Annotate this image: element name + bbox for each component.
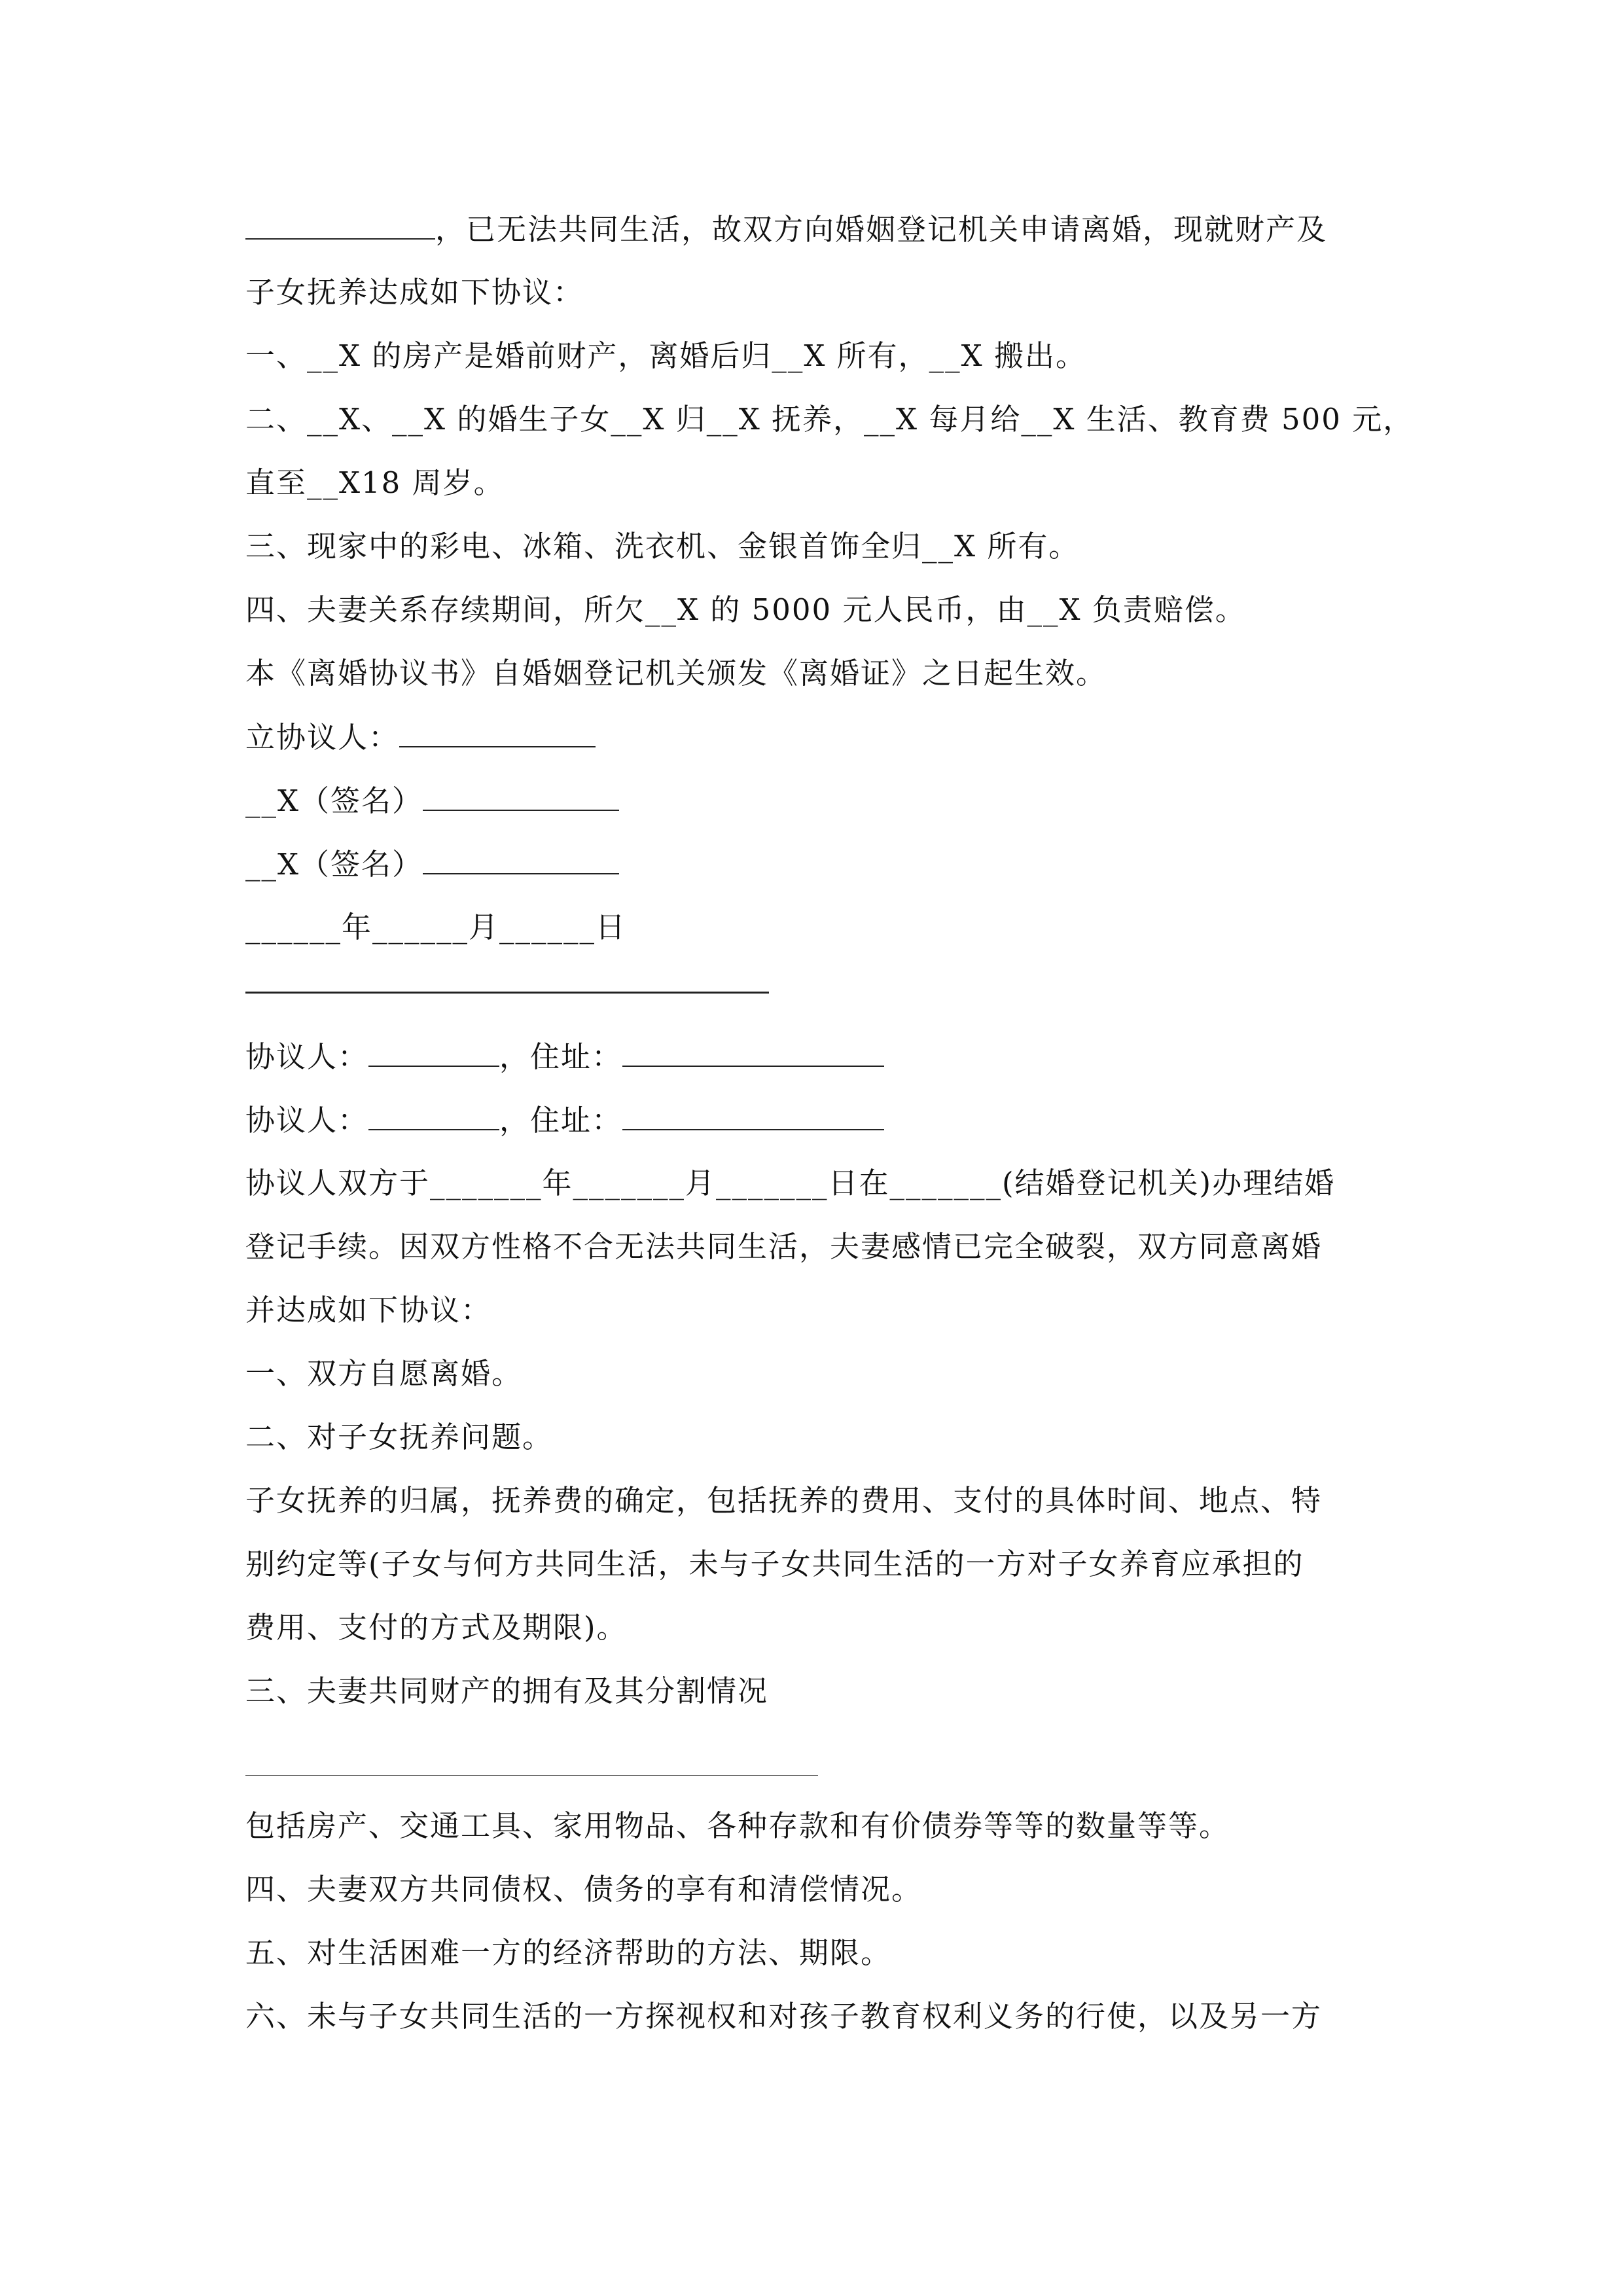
blank-underline	[399, 717, 596, 747]
blank-underline	[423, 844, 619, 874]
effective-clause: 本《离婚协议书》自婚姻登记机关颁发《离婚证》之日起生效。	[245, 656, 1107, 691]
paragraph-line: 费用、支付的方式及期限)。	[245, 1610, 628, 1645]
date-row: ______年______月______日	[245, 910, 627, 944]
clause-4: 四、夫妻关系存续期间，所欠__X 的 5000 元人民币，由__X 负责赔偿。	[245, 592, 1246, 627]
paragraph-line: ，已无法共同生活，故双方向婚姻登记机关申请离婚，现就财产及	[245, 209, 1397, 249]
clause-5: 五、对生活困难一方的经济帮助的方法、期限。	[245, 1935, 892, 1970]
paragraph-line: 并达成如下协议：	[245, 1293, 492, 1327]
clause-3: 三、夫妻共同财产的拥有及其分割情况	[245, 1674, 769, 1708]
paragraph-line: 协议人双方于_______年_______月_______日在_______(结婚登记机关)办理结婚	[245, 1166, 1336, 1200]
signature-row: __X（签名）	[245, 781, 1397, 821]
clause-4: 四、夫妻双方共同债权、债务的享有和清偿情况。	[245, 1872, 923, 1907]
blank-rule	[245, 1775, 818, 1776]
clause-2: 二、__X、__X 的婚生子女__X 归__X 抚养，__X 每月给__X 生活、教育费 500 元，	[245, 402, 1414, 437]
party-row: 协议人： ，住址：	[245, 1100, 1397, 1140]
party-row: 协议人： ，住址：	[245, 1037, 1397, 1077]
blank-underline	[622, 1037, 884, 1067]
paragraph-line: 登记手续。因双方性格不合无法共同生活，夫妻感情已完全破裂，双方同意离婚	[245, 1229, 1323, 1264]
clause-2: 二、对子女抚养问题。	[245, 1420, 554, 1454]
clause-1: 一、__X 的房产是婚前财产，离婚后归__X 所有，__X 搬出。	[245, 338, 1087, 373]
clause-2-cont: 直至__X18 周岁。	[245, 465, 505, 500]
clause-1: 一、双方自愿离婚。	[245, 1356, 523, 1391]
blank-underline	[368, 1100, 499, 1130]
paragraph-line: 包括房产、交通工具、家用物品、各种存款和有价债券等等的数量等等。	[245, 1808, 1230, 1843]
blank-underline	[423, 781, 619, 811]
section-divider	[245, 992, 769, 994]
blank-underline	[368, 1037, 499, 1067]
paragraph-line: 子女抚养达成如下协议：	[245, 275, 584, 310]
blank-underline	[622, 1100, 884, 1130]
paragraph-line: 子女抚养的归属，抚养费的确定，包括抚养的费用、支付的具体时间、地点、特	[245, 1483, 1323, 1518]
paragraph-line: 别约定等(子女与何方共同生活，未与子女共同生活的一方对子女养育应承担的	[245, 1547, 1304, 1581]
signer-row: 立协议人：	[245, 717, 1397, 757]
signature-row: __X（签名）	[245, 844, 1397, 884]
blank-underline	[245, 209, 435, 240]
clause-3: 三、现家中的彩电、冰箱、洗衣机、金银首饰全归__X 所有。	[245, 529, 1080, 564]
clause-6: 六、未与子女共同生活的一方探视权和对孩子教育权利义务的行使，以及另一方	[245, 1999, 1323, 2034]
